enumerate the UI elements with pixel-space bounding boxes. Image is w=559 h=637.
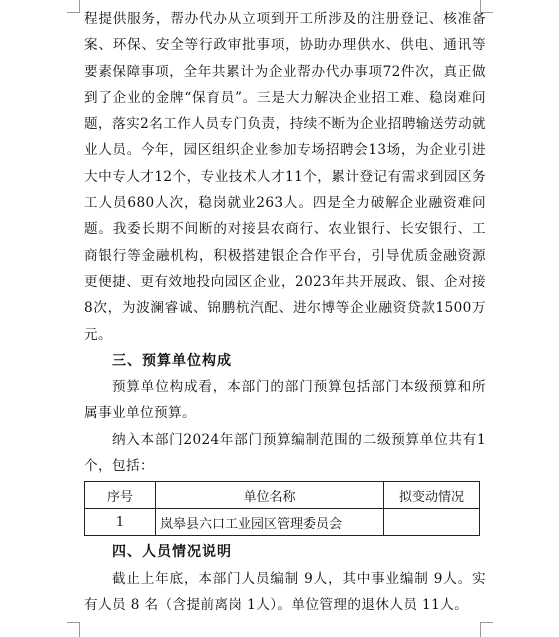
- section-heading: 三、预算单位构成: [112, 352, 232, 369]
- table-cell: [384, 509, 480, 536]
- column-header: 单位名称: [156, 482, 384, 509]
- body-paragraph: 程提供服务，帮办代办从立项到开工所涉及的注册登记、核准备案、环保、安全等行政审批事项，协助办理供水、供电、通讯等要素保障事项，全年共累计为企业帮办代办事项72件次，真正做到了企业的金牌“保育员”。三是大力解决企业招工难、稳岗难问题，落实2名工作人员专门负责，持续不断为企业招聘输送劳动就业人员。今年，园区组织企业参加专场招聘会13场，为企业引进大中专人才12个，专业技术人才11个，累计登记有需求到园区务工人员680人次，稳岗就业263人。四是全力破解企业融资难问题。我委长期不间断的对接县农商行、农业银行、长安银行、工商银行等金融机构，积极搭建银企合作平台，引导优质金融资源更便捷、更有效地投向园区企业，2023年共开展政、银、企对接8次，为波澜睿诚、锦鹏杭汽配、进尔博等企业融资贷款1500万元。: [84, 11, 486, 343]
- budget-unit-table: [84, 481, 480, 536]
- page-corner-mark: [67, 622, 80, 637]
- table-row: [85, 509, 480, 536]
- column-header: 序号: [85, 482, 156, 509]
- page-corner-mark: [67, 0, 80, 13]
- document-body: [84, 6, 486, 618]
- table-header-row: [85, 482, 480, 509]
- body-paragraph: 纳入本部门2024年部门预算编制范围的二级预算单位共有1个，包括：: [84, 431, 486, 475]
- body-paragraph: 预算单位构成看，本部门的部门预算包括部门本级预算和所属事业单位预算。: [84, 379, 486, 422]
- table-cell: 1: [85, 509, 156, 536]
- section-heading: 四、人员情况说明: [112, 544, 232, 561]
- page-corner-mark: [480, 622, 493, 637]
- column-header: 拟变动情况: [384, 482, 480, 509]
- body-paragraph: 截止上年底，本部门人员编制 9人，其中事业编制 9人。实有人员 8 名（含提前离岗 1人）。单位管理的退休人员 11人。: [84, 570, 486, 613]
- table-cell: 岚皋县六口工业园区管理委员会: [156, 509, 384, 536]
